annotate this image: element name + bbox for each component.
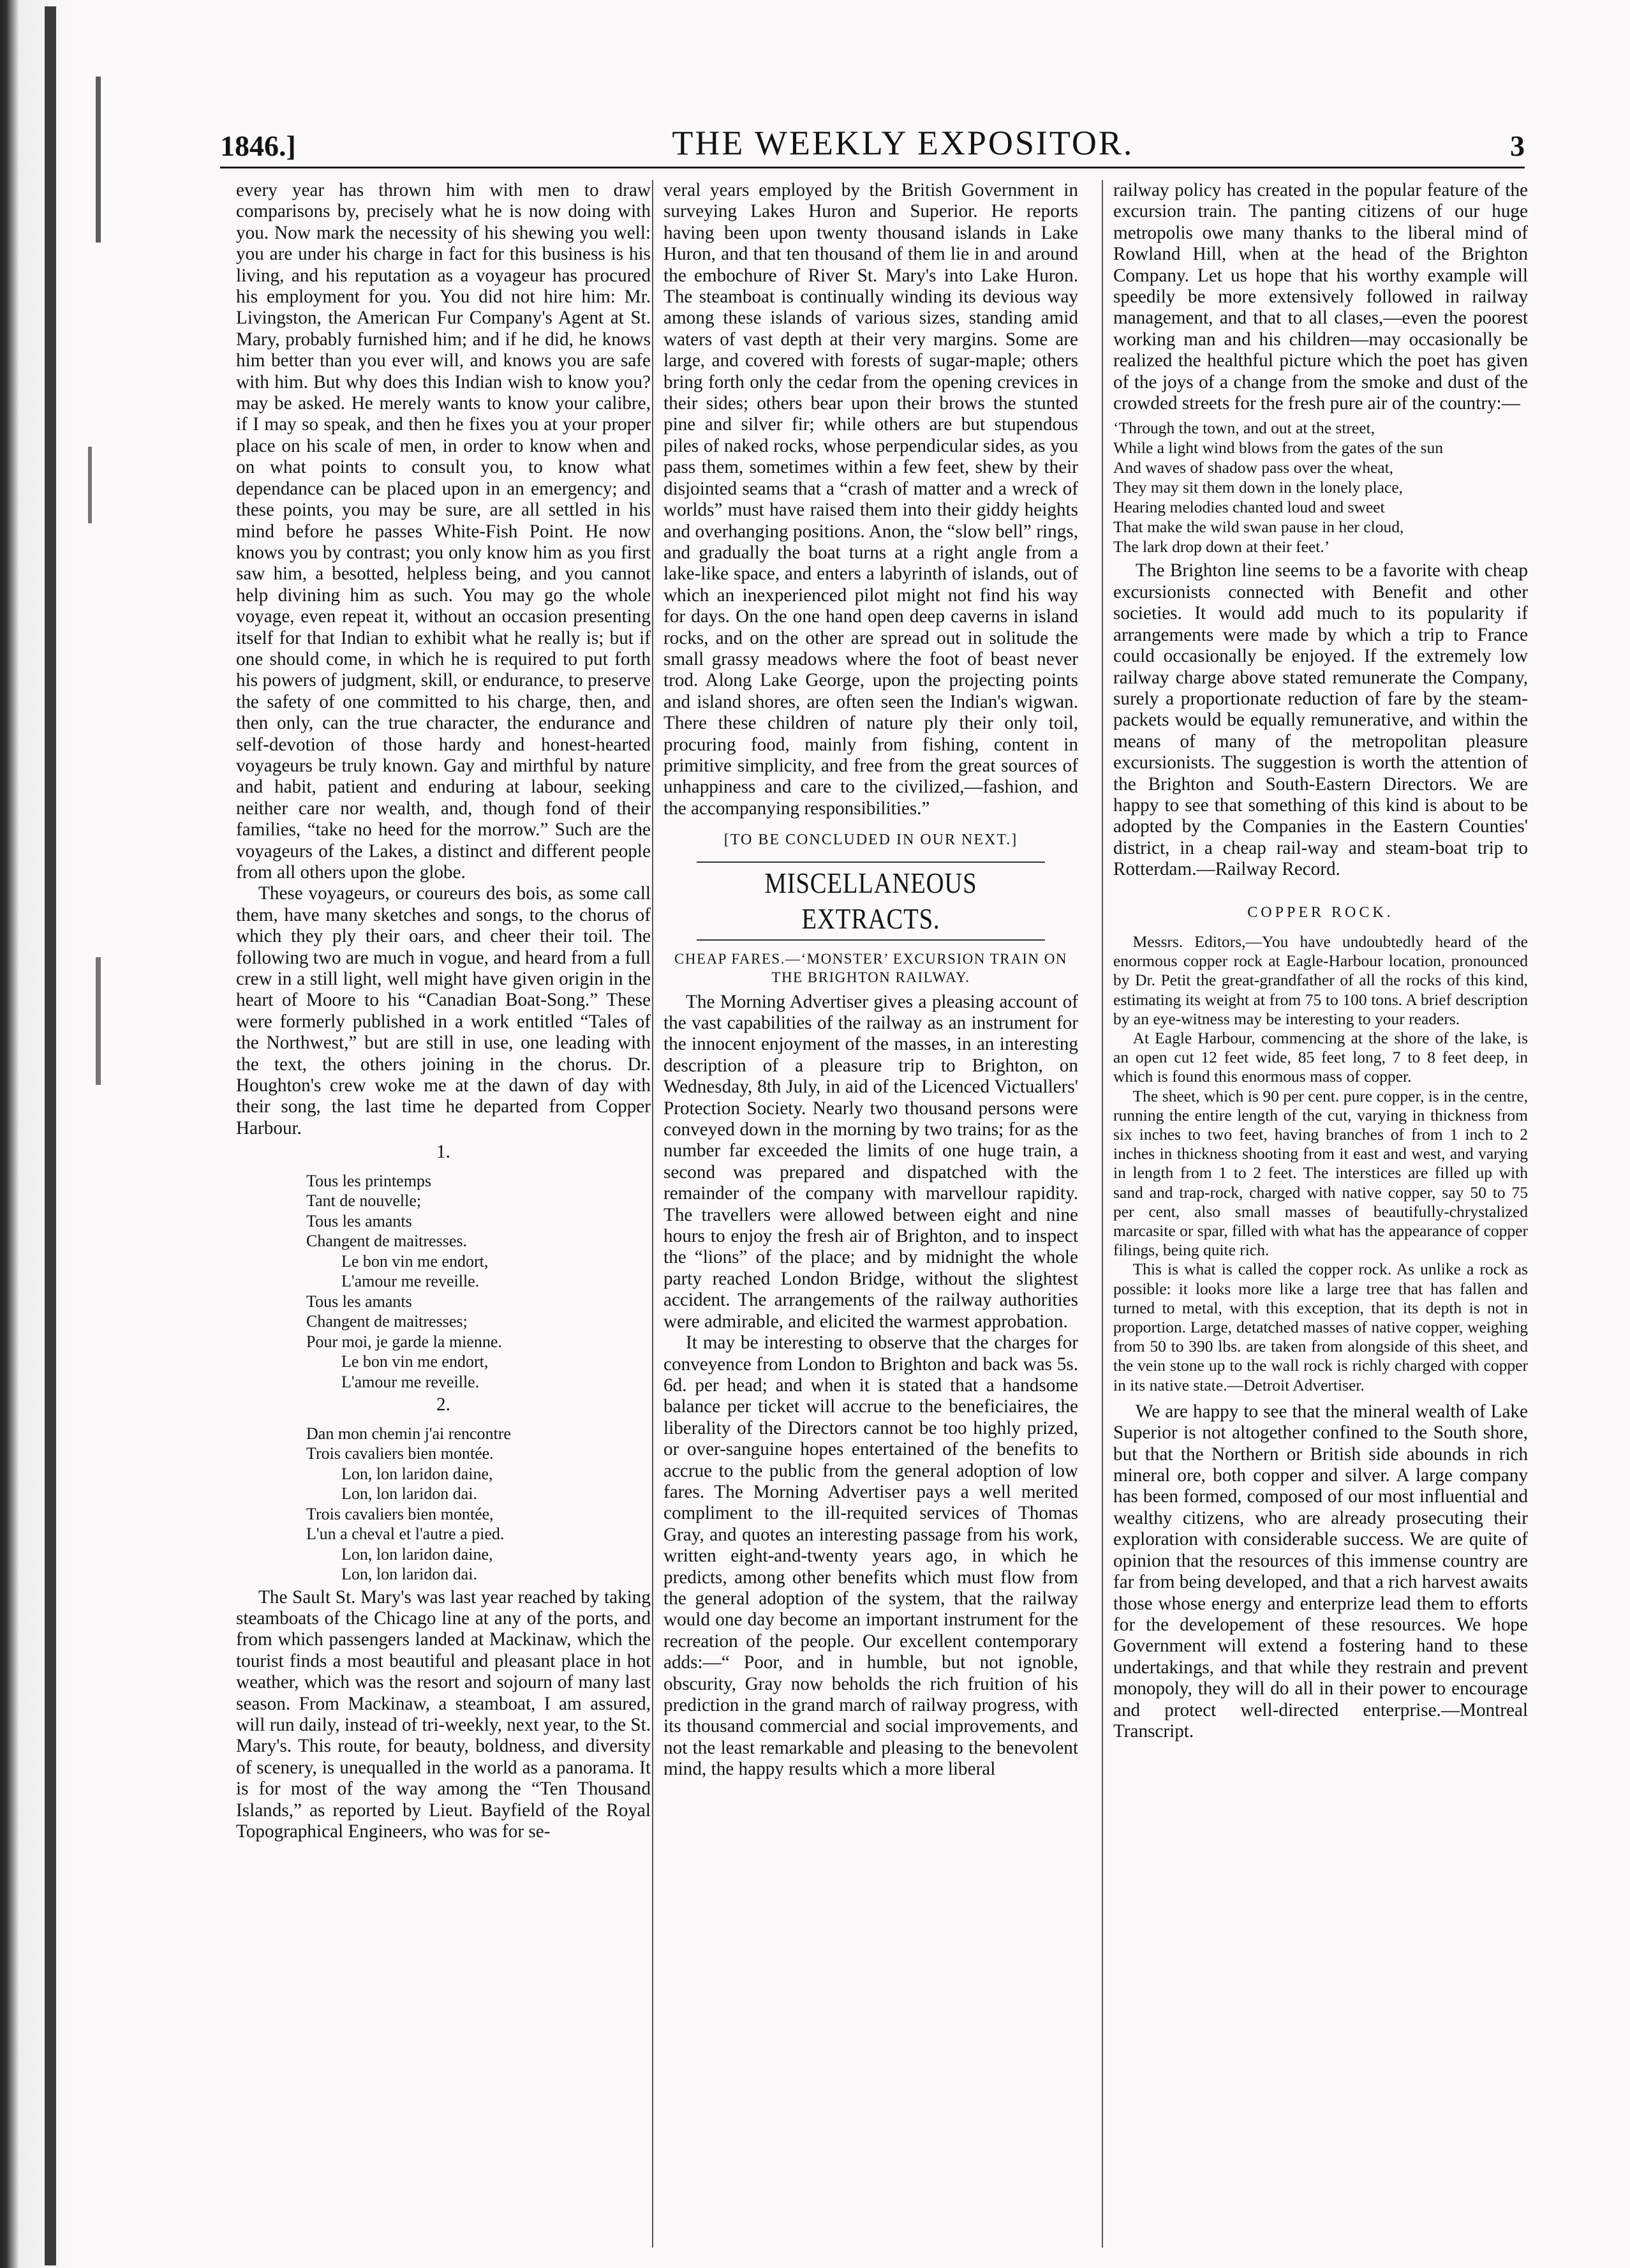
song-number: 1.	[436, 1142, 450, 1163]
paragraph: The sheet, which is 90 per cent. pure copper, is in the centre, running the entire length of the cut, varying in thickness from six inches to two feet, having branches of from 1 inch to 2 inches in thickness shooting from it east and west, and varying in length from 1 to 2 feet. The interstices are filled up with sand and trap-rock, charged with native copper, say 50 to 75 per cent, also small masses of beautifully-chrystalized marcasite or spar, filled with what has the appearance of copper filings, being quite rich.	[1113, 1086, 1528, 1260]
ink-smudge	[88, 447, 92, 523]
paragraph: These voyageurs, or coureurs des bois, as some call them, have many sketches and songs, to the chorus of which they ply their oars, and cheer their toil. The following two are much in vogue, and heard from a full crew in a still light, well might have given origin in the heart of Moore to his “Canadian Boat-Song.” These were formerly published in a work entitled “Tales of the Northwest,” but are still in use, one leading with the text, the others joining in the chorus. Dr. Houghton's crew woke me at the dawn of day with their song, the last time he departed from Copper Harbour.	[236, 883, 651, 1138]
song-verse-1	[236, 1171, 651, 1392]
poem-line: They may sit them down in the lonely place,	[1113, 478, 1403, 497]
page-header	[220, 124, 1525, 168]
poem-line: ‘Through the town, and out at the street,	[1113, 419, 1375, 438]
song-line: Lon, lon laridon dai.	[341, 1565, 478, 1584]
article-headline: CHEAP FARES.—‘MONSTER’ EXCURSION TRAIN ON THE BRIGHTON RAILWAY.	[674, 950, 1067, 985]
paragraph: It may be interesting to observe that the charges for conveyence from London to Brighton and back was 5s. 6d. per head; and when it is stated that a handsome balance per ticket will accrue to the beneficiaires, the liberality of the Directors cannot be too highly prized, or over-sanguine hopes entertained of the benefits to accrue to the public from the general adoption of low fares. The Morning Advertiser pays a well merited compliment to the ill-requited services of Thomas Gray, and quotes an interesting passage from his work, written eight-and-twenty years ago, in which he predicts, among other benefits which must flow from the general adoption of the system, that the railway would one day become an important instrument for the recreation of the people. Our excellent contemporary adds:—“ Poor, and in humble, but not ignoble, obscurity, Gray now beholds the rich fruition of his prediction in the grand march of railway progress, with its thousand commercial and social improvements, and not the least remarkable and pleasing to the benevolent mind, the happy results which a more liberal	[663, 1332, 1078, 1780]
song-verse-2	[236, 1424, 651, 1585]
paragraph: At Eagle Harbour, commencing at the shore of the lake, is an open cut 12 feet wide, 85 feet long, 7 to 8 feet deep, in which is found this enormous mass of copper.	[1113, 1028, 1528, 1086]
song-line: Le bon vin me endort,	[341, 1251, 489, 1271]
continuation-note: [TO BE CONCLUDED IN OUR NEXT.]	[723, 832, 1018, 849]
ink-smudge	[45, 6, 56, 2265]
poem-line: The lark drop down at their feet.’	[1113, 537, 1330, 556]
poem-line: While a light wind blows from the gates of the sun	[1113, 438, 1443, 458]
paragraph: The Brighton line seems to be a favorite with cheap excursionists connected with Benefit and other societies. It would add much to its popularity if arrangements were made by which a trip to France could occasionally be enjoyed. If the extremely low railway charge above stated remunerate the Company, surely a proportionate reduction of fare by the steam-packets would be equally remunerative, and within the means of many of the metropolitan pleasure excursionists. The suggestion is worth the attention of the Brighton and South-Eastern Directors. We are happy to see that something of this kind is about to be adopted by the Companies in the Eastern Counties' district, in a cheap rail-way and steam-boat trip to Rotterdam.—Railway Record.	[1113, 560, 1528, 880]
poem-line: And waves of shadow pass over the wheat,	[1113, 458, 1394, 477]
song-line: Tant de nouvelle;	[306, 1191, 422, 1211]
paragraph: every year has thrown him with men to draw comparisons by, precisely what he is now doing with you. Now mark the necessity of his shewing you well: you are under his charge in fact for this business is his living, and his reputation as a voyageur has procured his employment for you. You did not hire him: Mr. Livingston, the American Fur Company's Agent at St. Mary, probably furnished him; and if he did, he knows him better than you ever will, and knows you are safe with him. But why does this Indian wish to know you? may be asked. He merely wants to know your calibre, if I may so speak, and then he fixes you at your proper place on his scale of men, in order to know when and on what points to consult you, to know what dependance can be placed upon in an emergency; and these points, you may be sure, are all settled in his mind before he passes White-Fish Point. He now knows you by contrast; you only know him as you first saw him, a besotted, helpless being, and you cannot help divining him as such. You may go the whole voyage, even repeat it, without an occasion presenting itself for that Indian to exhibit what he really is; but if one should come, in which he is required to put forth his powers of judgment, skill, or endurance, to preserve the safety of one committed to his charge, then, and then only, can the true character, the endurance and self-devotion of those hardy and honest-hearted voyageurs be truly known. Gay and mirthful by nature and habit, patient and enduring at labour, seeking neither care nor wealth, and, though fond of their families, “take no heed for the morrow.” Such are the voyageurs of the Lakes, a distinct and different people from all others upon the globe.	[236, 180, 651, 883]
song-line: Lon, lon laridon dai.	[341, 1484, 478, 1503]
paragraph: railway policy has created in the popular feature of the excursion train. The panting citizens of our huge metropolis owe many thanks to the liberal mind of Rowland Hill, when at the head of the Brighton Company. Let us hope that his worthy example will speedily be more extensively followed in railway management, and that to all clases,—even the poorest working man and his children—may occasionally be realized the healthful picture which the poet has given of the joys of a change from the smoke and dust of the crowded streets for the fresh pure air of the country:—	[1113, 180, 1528, 414]
paragraph: This is what is called the copper rock. As unlike a rock as possible: it looks more like a large tree that has fallen and turned to metal, with this exception, that its depth is not in proportion. Large, detatched masses of native copper, weighing from 50 to 390 lbs. are taken from alongside of this sheet, and the vein stone up to the wall rock is richly charged with copper in its native state.—Detroit Advertiser.	[1113, 1260, 1528, 1394]
column-rule	[1102, 180, 1103, 2248]
article-headline: COPPER ROCK.	[1247, 904, 1394, 921]
column-2	[663, 180, 1078, 2248]
poem-line: Hearing melodies chanted loud and sweet	[1113, 498, 1385, 517]
song-line: Tous les amants	[306, 1211, 412, 1230]
song-line: Pour moi, je garde la mienne.	[306, 1332, 502, 1351]
song-line: Trois cavaliers bien montée,	[306, 1504, 494, 1523]
column-1	[236, 180, 651, 2248]
poem-line: That make the wild swan pause in her cloud,	[1113, 518, 1404, 537]
song-line: L'amour me reveille.	[341, 1372, 480, 1391]
column-rule	[652, 180, 653, 2248]
paragraph: The Sault St. Mary's was last year reached by taking steamboats of the Chicago line at any of the ports, and from which passengers landed at Mackinaw, which the tourist finds a most beautiful and pleasant place in hot weather, which was the resort and sojourn of many last season. From Mackinaw, a steamboat, I am assured, will run daily, instead of tri-weekly, next year, to the St. Mary's. This route, for beauty, boldness, and diversity of scenery, is unequalled in the world as a panorama. It is for most of the way among the “Ten Thousand Islands,” as reported by Lieut. Bayfield of the Royal Topographical Engineers, who was for se-	[236, 1586, 651, 1842]
page-edge-shadow	[0, 0, 77, 2268]
ink-smudge	[96, 77, 101, 242]
paragraph: veral years employed by the British Government in surveying Lakes Huron and Superior. He reports having been upon twenty thousand islands in Lake Huron, and that ten thousand of them lie in and around the embochure of River St. Mary's into Lake Huron. The steamboat is continually winding its devious way among these islands of various sizes, standing amid waters of vast depth at their very margins. Some are large, and covered with forests of sugar-maple; others bring forth only the cedar from the opening crevices in their sides; others bear upon their brows the stunted pine and silver fir; while others are but stupendous piles of naked rocks, whose perpendicular sides, as you pass them, sometimes within a few feet, shew by their disjointed seams that a “crash of matter and a wreck of worlds” must have raised them into their giddy heights and overhanging positions. Anon, the “slow bell” rings, and gradually the boat turns at a right angle from a lake-like space, and enters a labyrinth of islands, out of which an inexperienced pilot might not find his way for days. On the one hand open deep caverns in island rocks, and on the other are spread out in solitude the small grassy meadows where the foot of beast never trod. Along Lake George, upon the projecting points and island shores, are often seen the Indian's wigwan. There these children of nature ply their only toil, procuring food, mainly from fishing, content in primitive simplicity, and free from the great sources of unhappiness and care to the civilized,—fashion, and the accompanying responsibilities.”	[663, 180, 1078, 819]
paragraph: We are happy to see that the mineral wealth of Lake Superior is not altogether confined to the South shore, but that the Northern or British side abounds in rich mineral ore, both copper and silver. A large company has been formed, composed of our most influential and wealthy citizens, who are already prosecuting their exploration with considerable success. We are quite of opinion that the resources of this immense country are far from being developed, and that a rich harvest awaits those whose energy and enterprize lead them to efforts for the developement of these resources. We hope Government will extend a fostering hand to these undertakings, and that while they restrain and prevent monopoly, they will do all in their power to encourage and protect well-directed enterprise.—Montreal Transcript.	[1113, 1401, 1528, 1742]
song-line: L'amour me reveille.	[341, 1272, 480, 1291]
song-line: Dan mon chemin j'ai rencontre	[306, 1424, 511, 1443]
song-line: Tous les printemps	[306, 1171, 432, 1190]
column-3	[1113, 180, 1528, 2248]
song-number: 2.	[436, 1394, 450, 1415]
song-line: Trois cavaliers bien montée.	[306, 1444, 494, 1463]
song-line: Tous les amants	[306, 1292, 412, 1311]
section-heading: MISCELLANEOUS EXTRACTS.	[697, 862, 1045, 941]
ink-smudge	[96, 957, 101, 1085]
paragraph: The Morning Advertiser gives a pleasing account of the vast capabilities of the railway as an instrument for the innocent enjoyment of the masses, in an interesting description of a pleasure trip to Brighton, on Wednesday, 8th July, in aid of the Licenced Victuallers' Protection Society. Nearly two thousand persons were conveyed down in the morning by two trains; for as the number far exceeded the limits of one huge train, a second was prepared and dispatched with the remainder of the company with marvellour rapidity. The travellers were allowed between eight and nine hours to enjoy the fresh air of Brighton, and to inspect the “lions” of the place; and by midnight the whole party reached London Bridge, without the slightest accident. The arrangements of the railway authorities were admirable, and elicited the warmest approbation.	[663, 991, 1078, 1332]
song-line: Changent de maitresses;	[306, 1312, 468, 1331]
issue-date: 1846.]	[220, 130, 296, 162]
song-line: L'un a cheval et l'autre a pied.	[306, 1525, 505, 1544]
masthead-title: THE WEEKLY EXPOSITOR.	[672, 124, 1134, 162]
song-line: Lon, lon laridon daine,	[341, 1464, 493, 1483]
song-line: Le bon vin me endort,	[341, 1352, 489, 1371]
page-number: 3	[1509, 130, 1525, 162]
song-line: Changent de maitresses.	[306, 1232, 467, 1251]
poem-quote	[1113, 418, 1528, 556]
song-line: Lon, lon laridon daine,	[341, 1544, 493, 1563]
paragraph: Messrs. Editors,—You have undoubtedly heard of the enormous copper rock at Eagle-Harbour location, pronounced by Dr. Petit the great-grandfather of all the rocks of this kind, estimating its weight at from 75 to 100 tons. A brief description by an eye-witness may be interesting to your readers.	[1113, 932, 1528, 1028]
